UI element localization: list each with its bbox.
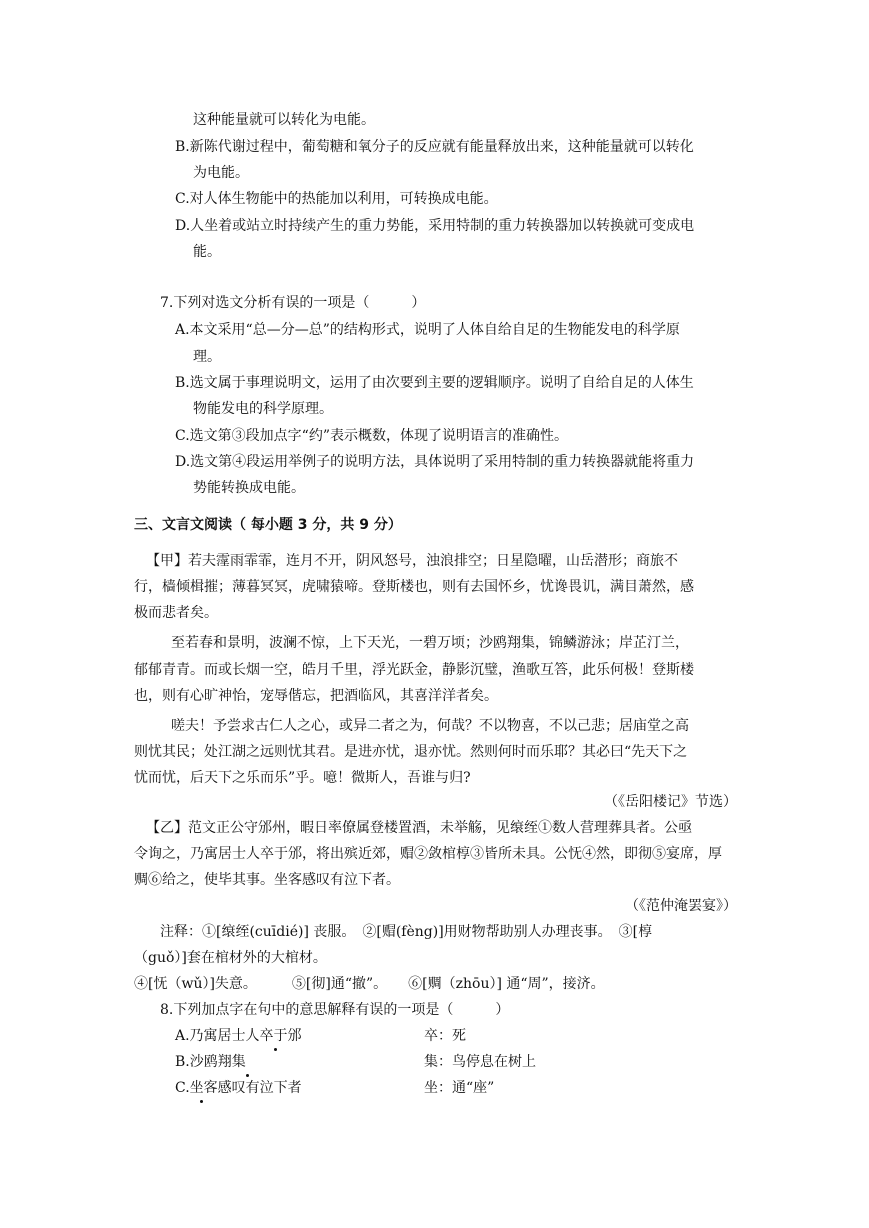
q7-option-b-line1: B.选文属于事理说明文，运用了由次要到主要的逻辑顺序。说明了自给自足的人体生	[175, 375, 694, 391]
q6-option-c: C.对人体生物能中的热能加以利用，可转换成电能。	[175, 191, 498, 207]
notes-line1: 注释：①[缞绖(cuīdié)] 丧服。 ②[赗(fèng)]用财物帮助别人办理丧事。 ③[椁	[160, 924, 653, 940]
emphasis-dot-b	[246, 1074, 249, 1077]
q8-option-a-explanation: 卒：死	[424, 1028, 466, 1044]
section3-heading: 三、文言文阅读（ 每小题 3 分，共 9 分）	[134, 517, 402, 533]
q7-option-a-line2: 理。	[193, 349, 221, 365]
q8-option-b-explanation: 集：鸟停息在树上	[424, 1054, 536, 1070]
jia-p2-line2: 郁郁青青。而或长烟一空，皓月千里，浮光跃金，静影沉璧，渔歌互答，此乐何极！登斯楼	[134, 662, 694, 678]
q8-option-c-label: C.坐客感叹有泣下者	[175, 1080, 302, 1096]
q6-option-b-line2: 为电能。	[193, 165, 249, 181]
jia-p2-line3: 也，则有心旷神怡，宠辱偕忘，把酒临风，其喜洋洋者矣。	[134, 688, 498, 704]
q7-option-c: C.选文第③段加点字“约”表示概数，体现了说明语言的准确性。	[175, 428, 568, 444]
yi-line2: 令询之，乃寓居士人卒于邠，将出殡近郊，赗②敛棺椁③皆所未具。公怃④然，即彻⑤宴席，厚	[134, 846, 722, 862]
yi-line3: 赒⑥给之，使毕其事。坐客感叹有泣下者。	[134, 872, 400, 888]
yi-source: （《范仲淹罢宴》）	[625, 898, 737, 914]
jia-p1-line1: 【甲】若夫霪雨霏霏，连月不开，阴风怒号，浊浪排空；日星隐曜，山岳潜形；商旅不	[146, 553, 678, 569]
jia-p3-line3: 忧而忧，后天下之乐而乐”乎。噫！微斯人，吾谁与归?	[134, 770, 471, 786]
jia-p1-line3: 极而悲者矣。	[134, 605, 218, 621]
q8-option-b-label: B.沙鸥翔集	[175, 1054, 246, 1070]
q7-option-b-line2: 物能发电的科学原理。	[193, 401, 333, 417]
yi-line1: 【乙】范文正公守邠州，暇日率僚属登楼置酒，未举觞，见缞绖①数人营理葬具者。公亟	[146, 820, 692, 836]
jia-source: （《岳阳楼记》节选）	[604, 794, 737, 810]
jia-p3-line1: 嗟夫！予尝求古仁人之心，或异二者之为，何哉？不以物喜，不以己悲；居庙堂之高	[171, 718, 689, 734]
q6-option-d-line2: 能。	[193, 244, 221, 260]
q8-stem: 8.下列加点字在句中的意思解释有误的一项是（ ）	[160, 1002, 510, 1018]
jia-p1-line2: 行，樯倾楫摧；薄暮冥冥，虎啸猿啼。登斯楼也，则有去国怀乡，忧谗畏讥，满目萧然，感	[134, 579, 694, 595]
notes-line2: （guǒ）]套在棺材外的大棺材。	[134, 950, 327, 966]
emphasis-dot-a	[274, 1048, 277, 1051]
q7-option-d-line2: 势能转换成电能。	[193, 480, 305, 496]
q8-option-c-explanation: 坐：通“座”	[424, 1080, 495, 1096]
q6-option-a-continuation: 这种能量就可以转化为电能。	[193, 112, 375, 128]
q7-option-d-line1: D.选文第④段运用举例子的说明方法，具体说明了采用特制的重力转换器就能将重力	[175, 454, 695, 470]
q7-option-a-line1: A.本文采用“总—分—总”的结构形式，说明了人体自给自足的生物能发电的科学原	[175, 322, 680, 338]
q8-option-a-label: A.乃寓居士人卒于邠	[175, 1028, 302, 1044]
emphasis-dot-c	[200, 1100, 203, 1103]
jia-p3-line2: 则忧其民；处江湖之远则忧其君。是进亦忧，退亦忧。然则何时而乐耶？其必曰“先天下之	[134, 744, 688, 760]
q6-option-b-line1: B.新陈代谢过程中，葡萄糖和氧分子的反应就有能量释放出来，这种能量就可以转化	[175, 139, 694, 155]
notes-line3: ④[怃（wǔ）]失意。 ⑤[彻]通“撤”。 ⑥[赒（zhōu）] 通“周”，接济。	[134, 976, 605, 992]
q6-option-d-line1: D.人坐着或站立时持续产生的重力势能，采用特制的重力转换器加以转换就可变成电	[175, 218, 695, 234]
jia-p2-line1: 至若春和景明，波澜不惊，上下天光，一碧万顷；沙鸥翔集，锦鳞游泳；岸芷汀兰，	[171, 635, 689, 651]
q7-stem: 7.下列对选文分析有误的一项是（ ）	[160, 295, 426, 311]
